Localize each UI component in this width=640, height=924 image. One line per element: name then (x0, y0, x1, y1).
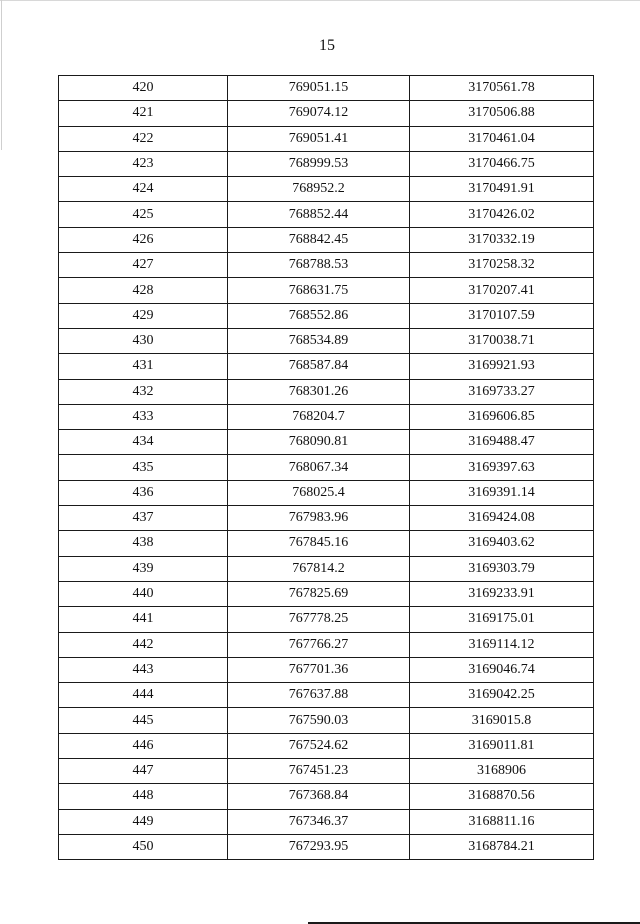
point-number-cell: 429 (59, 303, 228, 328)
point-number-cell: 432 (59, 379, 228, 404)
y-coordinate-cell: 3169921.93 (410, 354, 594, 379)
point-number-cell: 436 (59, 480, 228, 505)
point-number-cell: 426 (59, 227, 228, 252)
table-row (59, 126, 594, 151)
point-number-cell: 434 (59, 430, 228, 455)
x-coordinate-cell: 768204.7 (228, 404, 410, 429)
x-coordinate-cell: 767983.96 (228, 506, 410, 531)
point-number-cell: 431 (59, 354, 228, 379)
y-coordinate-cell: 3170107.59 (410, 303, 594, 328)
scan-edge-top (0, 0, 640, 1)
y-coordinate-cell: 3168906 (410, 759, 594, 784)
point-number-cell: 425 (59, 202, 228, 227)
y-coordinate-cell: 3170466.75 (410, 151, 594, 176)
table-row (59, 759, 594, 784)
table-row (59, 834, 594, 859)
point-number-cell: 443 (59, 657, 228, 682)
point-number-cell: 449 (59, 809, 228, 834)
table-row (59, 455, 594, 480)
table-row (59, 708, 594, 733)
table-row (59, 328, 594, 353)
y-coordinate-cell: 3170258.32 (410, 253, 594, 278)
y-coordinate-cell: 3169303.79 (410, 556, 594, 581)
y-coordinate-cell: 3170207.41 (410, 278, 594, 303)
y-coordinate-cell: 3169488.47 (410, 430, 594, 455)
x-coordinate-cell: 767451.23 (228, 759, 410, 784)
y-coordinate-cell: 3170506.88 (410, 101, 594, 126)
x-coordinate-cell: 769074.12 (228, 101, 410, 126)
table-row (59, 202, 594, 227)
y-coordinate-cell: 3170038.71 (410, 328, 594, 353)
point-number-cell: 422 (59, 126, 228, 151)
y-coordinate-cell: 3169424.08 (410, 506, 594, 531)
x-coordinate-cell: 767778.25 (228, 607, 410, 632)
scan-edge-left (1, 0, 2, 150)
y-coordinate-cell: 3169233.91 (410, 581, 594, 606)
table-row (59, 480, 594, 505)
point-number-cell: 428 (59, 278, 228, 303)
x-coordinate-cell: 767814.2 (228, 556, 410, 581)
table-row (59, 556, 594, 581)
point-number-cell: 433 (59, 404, 228, 429)
x-coordinate-cell: 769051.41 (228, 126, 410, 151)
x-coordinate-cell: 767845.16 (228, 531, 410, 556)
point-number-cell: 439 (59, 556, 228, 581)
y-coordinate-cell: 3169391.14 (410, 480, 594, 505)
x-coordinate-cell: 767766.27 (228, 632, 410, 657)
table-row (59, 607, 594, 632)
table-row (59, 632, 594, 657)
table-row (59, 657, 594, 682)
x-coordinate-cell: 768952.2 (228, 177, 410, 202)
point-number-cell: 442 (59, 632, 228, 657)
point-number-cell: 427 (59, 253, 228, 278)
point-number-cell: 435 (59, 455, 228, 480)
y-coordinate-cell: 3168811.16 (410, 809, 594, 834)
point-number-cell: 447 (59, 759, 228, 784)
y-coordinate-cell: 3169046.74 (410, 657, 594, 682)
table-row (59, 404, 594, 429)
x-coordinate-cell: 769051.15 (228, 76, 410, 101)
table-row (59, 151, 594, 176)
table-row (59, 227, 594, 252)
x-coordinate-cell: 767524.62 (228, 733, 410, 758)
table-row (59, 278, 594, 303)
x-coordinate-cell: 767346.37 (228, 809, 410, 834)
y-coordinate-cell: 3169403.62 (410, 531, 594, 556)
y-coordinate-cell: 3169397.63 (410, 455, 594, 480)
x-coordinate-cell: 768552.86 (228, 303, 410, 328)
point-number-cell: 441 (59, 607, 228, 632)
point-number-cell: 445 (59, 708, 228, 733)
x-coordinate-cell: 768631.75 (228, 278, 410, 303)
x-coordinate-cell: 767590.03 (228, 708, 410, 733)
coordinate-table (58, 75, 594, 860)
table-row (59, 76, 594, 101)
y-coordinate-cell: 3170561.78 (410, 76, 594, 101)
table-row (59, 809, 594, 834)
table-row (59, 253, 594, 278)
x-coordinate-cell: 768788.53 (228, 253, 410, 278)
x-coordinate-cell: 768852.44 (228, 202, 410, 227)
y-coordinate-cell: 3169011.81 (410, 733, 594, 758)
y-coordinate-cell: 3170332.19 (410, 227, 594, 252)
y-coordinate-cell: 3168784.21 (410, 834, 594, 859)
coordinate-table-body (59, 76, 594, 860)
x-coordinate-cell: 768587.84 (228, 354, 410, 379)
y-coordinate-cell: 3170491.91 (410, 177, 594, 202)
y-coordinate-cell: 3168870.56 (410, 784, 594, 809)
y-coordinate-cell: 3169015.8 (410, 708, 594, 733)
y-coordinate-cell: 3169175.01 (410, 607, 594, 632)
x-coordinate-cell: 767825.69 (228, 581, 410, 606)
table-row (59, 430, 594, 455)
x-coordinate-cell: 767637.88 (228, 683, 410, 708)
table-row (59, 177, 594, 202)
x-coordinate-cell: 768534.89 (228, 328, 410, 353)
point-number-cell: 423 (59, 151, 228, 176)
table-row (59, 303, 594, 328)
x-coordinate-cell: 768090.81 (228, 430, 410, 455)
x-coordinate-cell: 767368.84 (228, 784, 410, 809)
point-number-cell: 437 (59, 506, 228, 531)
y-coordinate-cell: 3169733.27 (410, 379, 594, 404)
y-coordinate-cell: 3169114.12 (410, 632, 594, 657)
table-row (59, 733, 594, 758)
x-coordinate-cell: 768301.26 (228, 379, 410, 404)
x-coordinate-cell: 768067.34 (228, 455, 410, 480)
point-number-cell: 440 (59, 581, 228, 606)
table-row (59, 683, 594, 708)
y-coordinate-cell: 3169606.85 (410, 404, 594, 429)
x-coordinate-cell: 767701.36 (228, 657, 410, 682)
point-number-cell: 446 (59, 733, 228, 758)
y-coordinate-cell: 3170426.02 (410, 202, 594, 227)
point-number-cell: 448 (59, 784, 228, 809)
point-number-cell: 421 (59, 101, 228, 126)
x-coordinate-cell: 767293.95 (228, 834, 410, 859)
x-coordinate-cell: 768025.4 (228, 480, 410, 505)
table-row (59, 531, 594, 556)
point-number-cell: 450 (59, 834, 228, 859)
table-row (59, 101, 594, 126)
y-coordinate-cell: 3169042.25 (410, 683, 594, 708)
page-number: 15 (319, 37, 335, 54)
point-number-cell: 420 (59, 76, 228, 101)
point-number-cell: 438 (59, 531, 228, 556)
table-row (59, 784, 594, 809)
x-coordinate-cell: 768842.45 (228, 227, 410, 252)
point-number-cell: 444 (59, 683, 228, 708)
table-row (59, 581, 594, 606)
table-row (59, 354, 594, 379)
x-coordinate-cell: 768999.53 (228, 151, 410, 176)
y-coordinate-cell: 3170461.04 (410, 126, 594, 151)
table-row (59, 506, 594, 531)
point-number-cell: 430 (59, 328, 228, 353)
point-number-cell: 424 (59, 177, 228, 202)
table-row (59, 379, 594, 404)
